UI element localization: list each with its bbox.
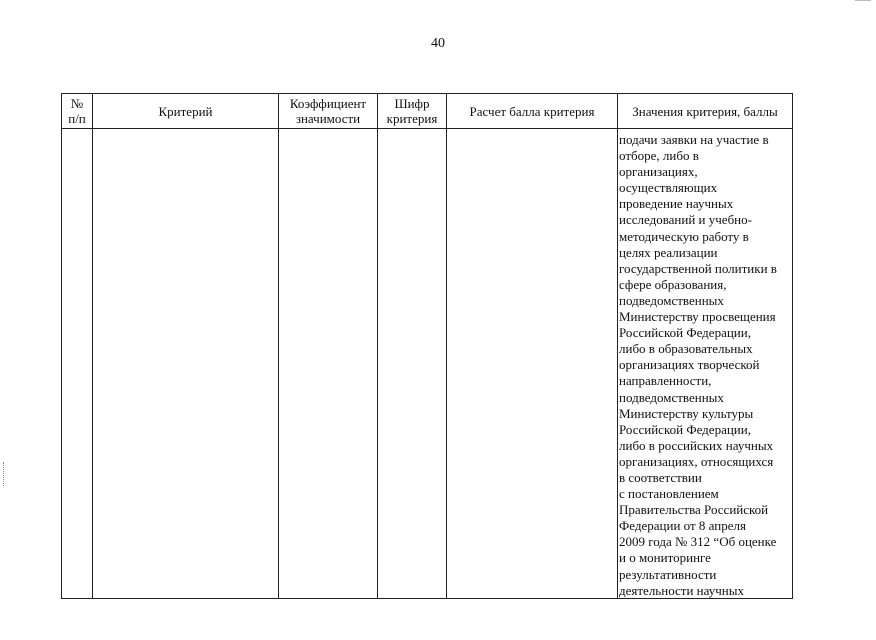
header-coefficient-line1: Коэффициент <box>289 96 367 111</box>
values-text-line: либо в российских научных <box>619 437 774 453</box>
values-text-line: направленности, <box>619 373 712 389</box>
values-text-line: исследований и учебно- <box>619 212 752 228</box>
column-divider <box>377 94 378 598</box>
header-code-line1: Шифр <box>394 96 430 111</box>
values-text-line: 2009 года № 312 “Об оценке <box>619 534 777 550</box>
values-text-line: отборе, либо в <box>619 148 699 164</box>
header-criterion: Критерий <box>158 103 213 119</box>
values-text-line: Министерству культуры <box>619 405 754 421</box>
values-text-line: результативности <box>619 566 717 582</box>
values-text-line: Российской Федерации, <box>619 325 751 341</box>
values-text-line: организациях, <box>619 164 698 180</box>
header-coefficient-line2: значимости <box>295 111 361 126</box>
values-text-line: в соответствии <box>619 469 702 485</box>
values-text-line: целях реализации <box>619 244 718 260</box>
values-text-line: деятельности научных <box>619 582 744 598</box>
values-text-line: подведомственных <box>619 292 724 308</box>
header-number <box>62 94 92 128</box>
column-divider <box>446 94 447 598</box>
header-calculation: Расчет балла критерия <box>469 103 595 119</box>
column-divider <box>617 94 618 598</box>
values-text-line: Российской Федерации, <box>619 421 751 437</box>
values-text-line: организациях творческой <box>619 357 760 373</box>
column-divider <box>278 94 279 598</box>
header-number-line1: № <box>70 96 84 111</box>
page-number: 40 <box>431 36 445 51</box>
values-text-line: либо в образовательных <box>619 341 753 357</box>
values-text-line: и о мониторинге <box>619 550 711 566</box>
header-code-line2: критерия <box>386 111 438 126</box>
values-text-line: Правительства Российской <box>619 502 769 518</box>
values-text-line: Министерству просвещения <box>619 309 776 325</box>
values-text-line: Федерации от 8 апреля <box>619 518 746 534</box>
column-divider <box>92 94 93 598</box>
header-number-line2: п/п <box>68 111 86 126</box>
values-text-line: организациях, относящихся <box>619 453 774 469</box>
scan-mark-top <box>855 0 871 1</box>
values-text-line: с постановлением <box>619 486 719 502</box>
values-text-line: подачи заявки на участие в <box>619 132 769 147</box>
values-text-line: государственной политики в <box>619 260 777 276</box>
values-text-line: методическую работу в <box>619 228 749 244</box>
values-text-line: осуществляющих <box>619 180 718 196</box>
values-text-line: сфере образования, <box>619 276 727 292</box>
criteria-table <box>61 93 793 599</box>
header-values: Значения критерия, баллы <box>632 103 778 119</box>
header-coefficient <box>279 94 377 128</box>
values-cell-text <box>619 132 791 599</box>
values-text-line: проведение научных <box>619 196 734 212</box>
scan-mark-left <box>3 462 5 486</box>
values-text-line: подведомственных <box>619 389 724 405</box>
header-code <box>378 94 446 128</box>
